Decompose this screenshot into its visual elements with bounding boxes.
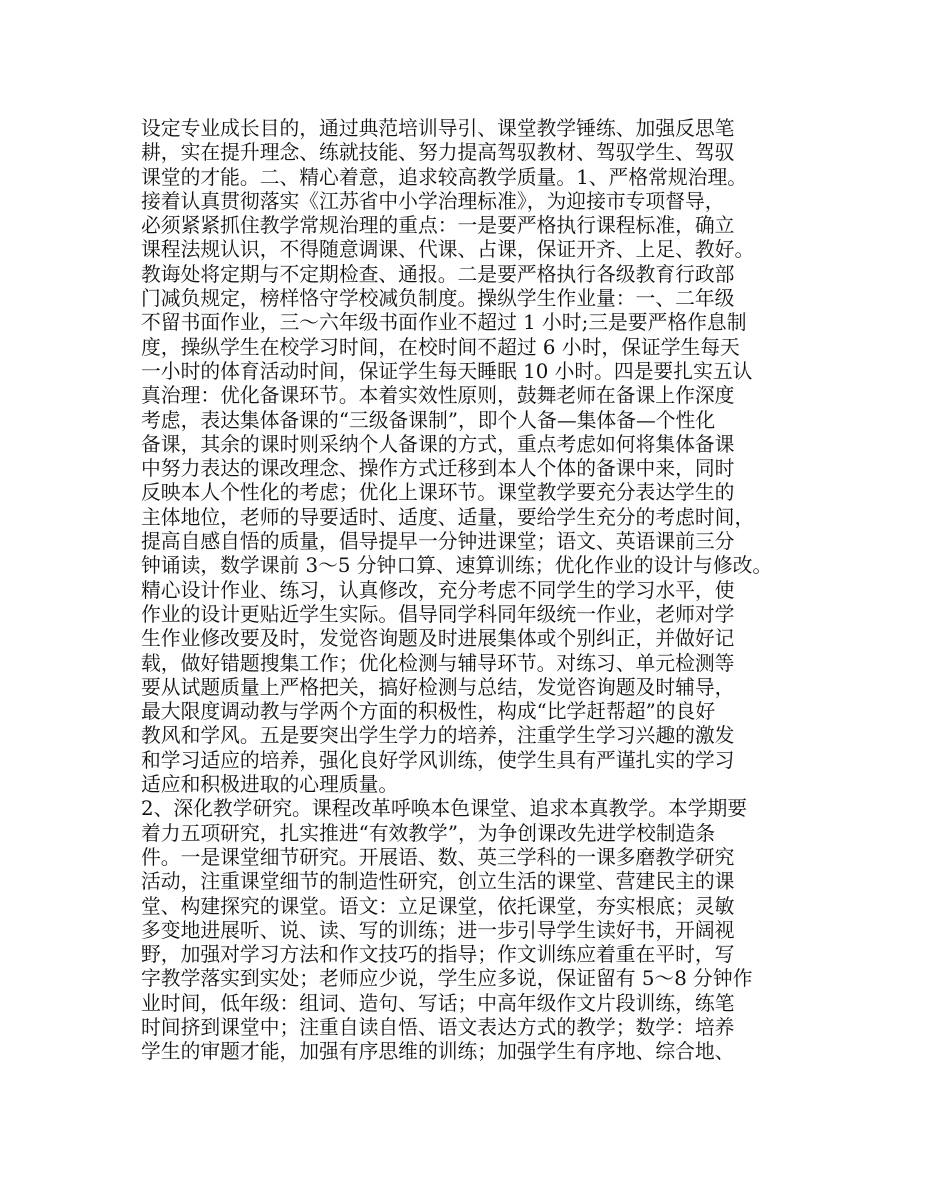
text-line: 课堂的才能。二、精心着意，追求较高教学质量。1、严格常规治理。 <box>141 165 748 189</box>
text-line: 业时间，低年级：组词、造句、写话；中高年级作文片段训练，练笔 <box>141 991 735 1015</box>
text-line: 设定专业成长目的，通过典范培训导引、课堂教学锤练、加强反思笔 <box>141 117 735 140</box>
text-line: 一小时的体育活动时间，保证学生每天睡眠 10 小时。四是要扎实五认 <box>141 359 753 383</box>
text-line: 钟诵读，数学课前 3～5 分钟口算、速算训练；优化作业的设计与修改。 <box>141 554 773 578</box>
text-line: 课程法规认识，不得随意调课、代课、占课，保证开齐、上足、教好。 <box>141 238 755 262</box>
text-line: 教风和学风。五是要突出学生学力的培养，注重学生学习兴趣的激发 <box>141 724 735 748</box>
text-line: 适应和积极进取的心理质量。 <box>141 773 399 797</box>
text-line: 作业的设计更贴近学生实际。倡导同学科同年级统一作业，老师对学 <box>141 602 735 626</box>
text-line: 不留书面作业，三～六年级书面作业不超过 1 小时;三是要严格作息制 <box>141 311 747 335</box>
text-line: 堂、构建探究的课堂。语文：立足课堂，依托课堂，夯实根底；灵敏 <box>141 894 735 918</box>
text-line: 备课，其余的课时则采纳个人备课的方式，重点考虑如何将集体备课 <box>141 432 735 456</box>
text-line: 耕，实在提升理念、练就技能、努力提高驾驭教材、驾驭学生、驾驭 <box>141 141 735 165</box>
text-line: 要从试题质量上严格把关，搞好检测与总结，发觉咨询题及时辅导， <box>141 675 735 699</box>
text-line: 教诲处将定期与不定期检查、通报。二是要严格执行各级教育行政部 <box>141 262 735 286</box>
text-line: 生作业修改要及时，发觉咨询题及时进展集体或个别纠正，并做好记 <box>141 627 735 651</box>
text-line: 多变地进展听、说、读、写的训练；进一步引导学生读好书，开阔视 <box>141 918 735 942</box>
text-line: 最大限度调动教与学两个方面的积极性，构成“比学赶帮超”的良好 <box>141 700 716 724</box>
text-line: 学生的审题才能，加强有序思维的训练；加强学生有序地、综合地、 <box>141 1040 735 1064</box>
text-line: 活动，注重课堂细节的制造性研究，创立生活的课堂、营建民主的课 <box>141 870 735 894</box>
text-line: 接着认真贯彻落实《江苏省中小学治理标准》，为迎接市专项督导， <box>141 189 725 213</box>
text-line: 着力五项研究，扎实推进“有效教学”，为争创课改先进学校制造条 <box>141 821 716 845</box>
text-line: 主体地位，老师的导要适时、适度、适量，要给学生充分的考虑时间， <box>141 505 755 529</box>
text-line: 考虑，表达集体备课的“三级备课制”，即个人备—集体备—个性化 <box>141 408 716 432</box>
text-line: 野，加强对学习方法和作文技巧的指导；作文训练应着重在平时，写 <box>141 943 735 967</box>
text-line: 中努力表达的课改理念、操作方式迁移到本人个体的备课中来，同时 <box>141 457 735 481</box>
text-line: 反映本人个性化的考虑；优化上课环节。课堂教学要充分表达学生的 <box>141 481 735 505</box>
text-line: 真治理：优化备课环节。本着实效性原则，鼓舞老师在备课上作深度 <box>141 384 735 408</box>
body-text <box>141 117 831 1065</box>
text-line: 提高自感自悟的质量，倡导提早一分钟进课堂；语文、英语课前三分 <box>141 530 735 554</box>
text-line: 字教学落实到实处；老师应少说，学生应多说，保证留有 5～8 分钟作 <box>141 967 753 991</box>
text-line: 载，做好错题搜集工作；优化检测与辅导环节。对练习、单元检测等 <box>141 651 735 675</box>
text-line: 2、深化教学研究。课程改革呼唤本色课堂、追求本真教学。本学期要 <box>141 797 748 821</box>
text-line: 和学习适应的培养，强化良好学风训练，使学生具有严谨扎实的学习 <box>141 748 735 772</box>
text-line: 精心设计作业、练习，认真修改，充分考虑不同学生的学习水平，使 <box>141 578 735 602</box>
text-line: 时间挤到课堂中；注重自读自悟、语文表达方式的教学；数学：培养 <box>141 1015 735 1039</box>
text-line: 门减负规定，榜样恪守学校减负制度。操纵学生作业量：一、二年级 <box>141 287 735 311</box>
text-line: 度，操纵学生在校学习时间，在校时间不超过 6 小时，保证学生每天 <box>141 335 740 359</box>
text-line: 必须紧紧抓住教学常规治理的重点：一是要严格执行课程标准，确立 <box>141 214 735 238</box>
text-line: 件。一是课堂细节研究。开展语、数、英三学科的一课多磨教学研究 <box>141 845 735 869</box>
